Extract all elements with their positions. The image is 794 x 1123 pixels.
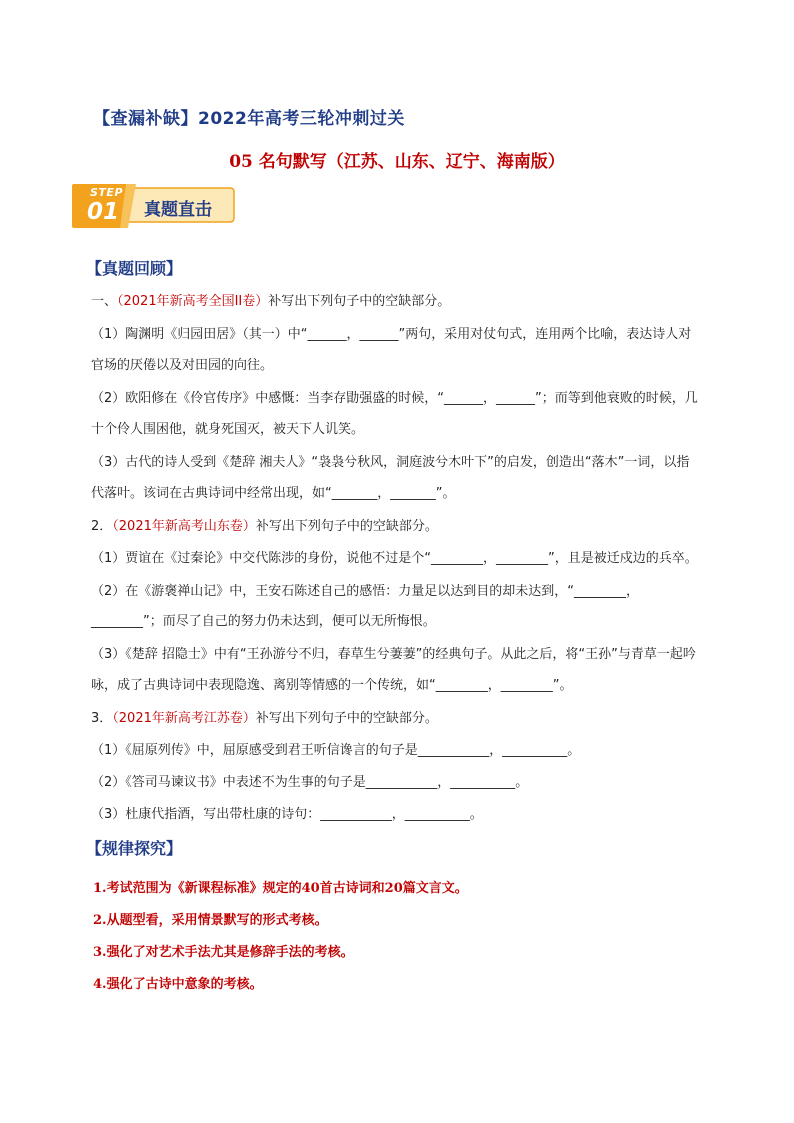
question-2-prefix: 2．	[91, 519, 113, 534]
question-2-stem: 补写出下列句子中的空缺部分。	[255, 519, 438, 534]
question-1-prefix: 一、	[91, 294, 118, 309]
document-subtitle: 05 名句默写（江苏、山东、辽宁、海南版）	[229, 152, 565, 172]
law-item-2: 2.从题型看，采用情景默写的形式考核。	[93, 913, 328, 928]
law-item-1: 1.考试范围为《新课程标准》规定的40首古诗词和20篇文言文。	[93, 881, 468, 896]
question-2-source: （2021年新高考山东卷）	[112, 519, 256, 534]
question-3-stem: 补写出下列句子中的空缺部分。	[255, 711, 438, 726]
question-3-item-3-line-1: （3）杜康代指酒，写出带杜康的诗句：___________，__________。	[91, 807, 483, 822]
section-heading-pattern: 【规律探究】	[86, 839, 183, 858]
question-3-prefix: 3．	[91, 711, 113, 726]
question-2-item-3-line-2: 咏，成了古典诗词中表现隐逸、离别等情感的一个传统，如“________，________”。	[91, 678, 573, 693]
question-2-heading	[91, 519, 438, 534]
question-3-source: （2021年新高考江苏卷）	[112, 711, 256, 726]
question-1-item-1-line-2: 官场的厌倦以及对田园的向往。	[91, 358, 274, 373]
question-1-stem: 补写出下列句子中的空缺部分。	[268, 294, 451, 309]
question-2-item-1-line-1: （1）贾谊在《过秦论》中交代陈涉的身份，说他不过是个“________，________”，且是被迁戍边的兵卒。	[91, 551, 698, 566]
law-item-4: 4.强化了古诗中意象的考核。	[93, 977, 263, 992]
step-badge	[70, 182, 240, 232]
question-1-item-3-line-2: 代落叶。该词在古典诗词中经常出现，如“_______，_______”。	[91, 486, 456, 501]
law-item-3: 3.强化了对艺术手法尤其是修辞手法的考核。	[93, 945, 354, 960]
step-number: 01	[87, 199, 120, 225]
question-1-heading	[91, 294, 450, 309]
question-1-item-2-line-2: 十个伶人围困他，就身死国灭，被天下人讥笑。	[91, 422, 365, 437]
question-1-item-1-line-1: （1）陶渊明《归园田居》（其一）中“______，______”两句，采用对仗句式，连用两个比喻，表达诗人对	[91, 327, 692, 342]
question-2-item-2-line-1: （2）在《游褒禅山记》中，王安石陈述自己的感悟：力量足以达到目的却未达到，“________，	[91, 584, 640, 599]
document-title: 【查漏补缺】2022年高考三轮冲刺过关	[93, 109, 405, 129]
section-heading-review: 【真题回顾】	[86, 259, 183, 278]
question-3-item-1-line-1: （1）《屈原列传》中，屈原感受到君王听信谗言的句子是___________，__________。	[91, 743, 581, 758]
question-1-item-3-line-1: （3）古代的诗人受到《楚辞 湘夫人》“袅袅兮秋风，洞庭波兮木叶下”的启发，创造出“落木”一词，以指	[91, 455, 690, 470]
step-label: 真题直击	[144, 200, 212, 220]
step-word: STEP	[90, 186, 124, 199]
question-3-item-2-line-1: （2）《答司马谏议书》中表述不为生事的句子是___________，__________。	[91, 775, 529, 790]
question-2-item-2-line-2: ________”；而尽了自己的努力仍未达到，便可以无所悔恨。	[91, 614, 436, 629]
question-2-item-3-line-1: （3）《楚辞 招隐士》中有“王孙游兮不归，春草生兮萋萋”的经典句子。从此之后，将“王孙”与青草一起吟	[91, 647, 696, 662]
question-3-heading	[91, 711, 438, 726]
question-1-item-2-line-1: （2）欧阳修在《伶官传序》中感慨：当李存勖强盛的时候，“______，______”；而等到他衰败的时候，几	[91, 391, 698, 406]
question-1-source: （2021年新高考全国II卷）	[117, 294, 269, 309]
